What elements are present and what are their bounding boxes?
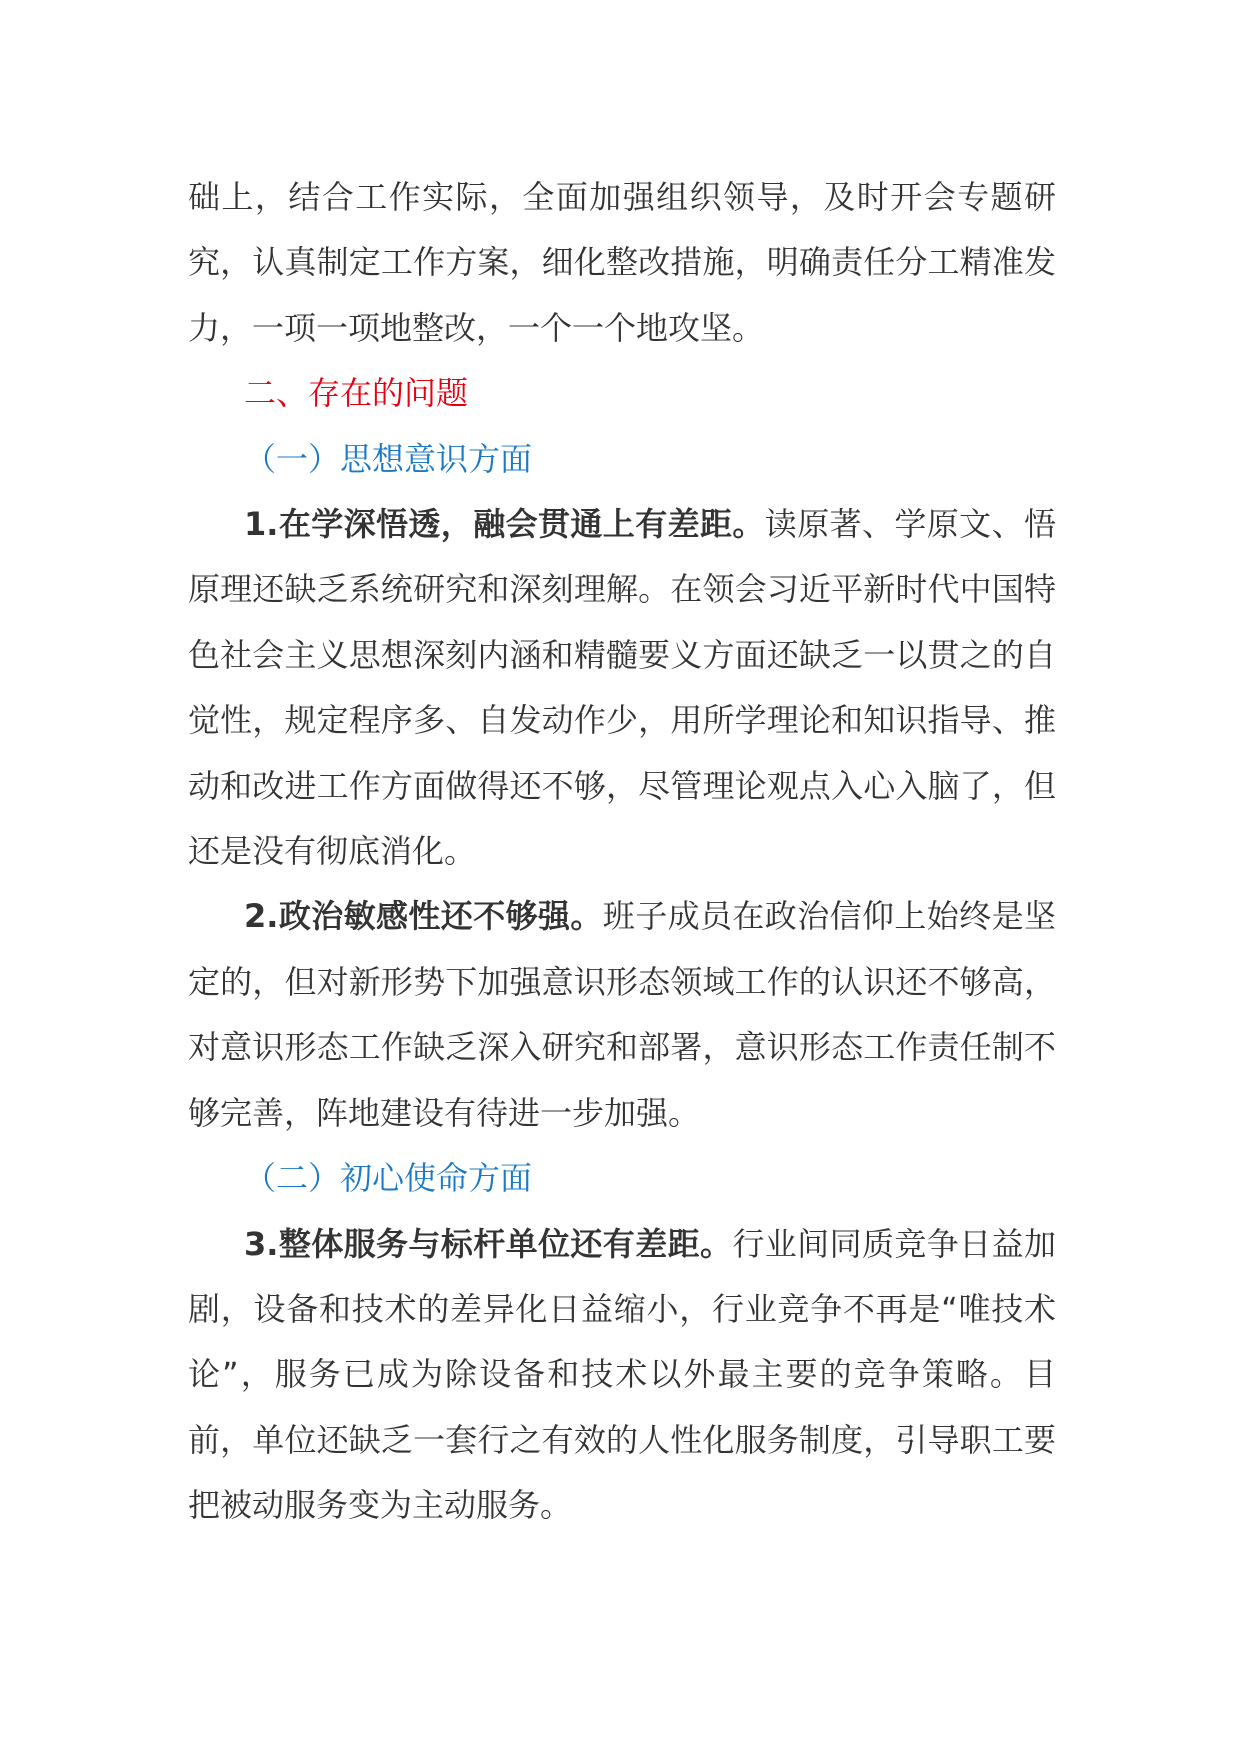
item-body: 行业间同质竞争日益加剧，设备和技术的差异化日益缩小，行业竞争不再是“唯技术论”，服务已成为除设备和技术以外最主要的竞争策略。目前，单位还缺乏一套行之有效的人性化服务制度，引导职工要把被动服务变为主动服务。 — [188, 1224, 1056, 1525]
item-heading: 2.政治敏感性还不够强。 — [244, 897, 603, 936]
item-paragraph — [188, 492, 1056, 884]
section-title: 二、存在的问题 — [244, 374, 469, 413]
item-heading: 1.在学深悟透，融会贯通上有差距。 — [244, 505, 765, 544]
item-body: 读原著、学原文、悟原理还缺乏系统研究和深刻理解。在领会习近平新时代中国特色社会主义思想深刻内涵和精髓要义方面还缺乏一以贯之的自觉性，规定程序多、自发动作少，用所学理论和知识指导、推动和改进工作方面做得还不够，尽管理论观点入心入脑了，但还是没有彻底消化。 — [188, 505, 1056, 871]
item-body: 班子成员在政治信仰上始终是坚定的，但对新形势下加强意识形态领域工作的认识还不够高，对意识形态工作缺乏深入研究和部署，意识形态工作责任制不够完善，阵地建设有待进一步加强。 — [188, 897, 1056, 1132]
document-body — [188, 165, 1056, 1539]
item-paragraph — [188, 1212, 1056, 1539]
item-heading: 3.整体服务与标杆单位还有差距。 — [244, 1224, 733, 1263]
item-paragraph — [188, 884, 1056, 1146]
subsection-title: （二）初心使命方面 — [244, 1159, 533, 1198]
subsection-title: （一）思想意识方面 — [244, 439, 533, 478]
continuation-paragraph: 础上，结合工作实际，全面加强组织领导，及时开会专题研究，认真制定工作方案，细化整改措施，明确责任分工精准发力，一项一项地整改，一个一个地攻坚。 — [188, 178, 1056, 347]
